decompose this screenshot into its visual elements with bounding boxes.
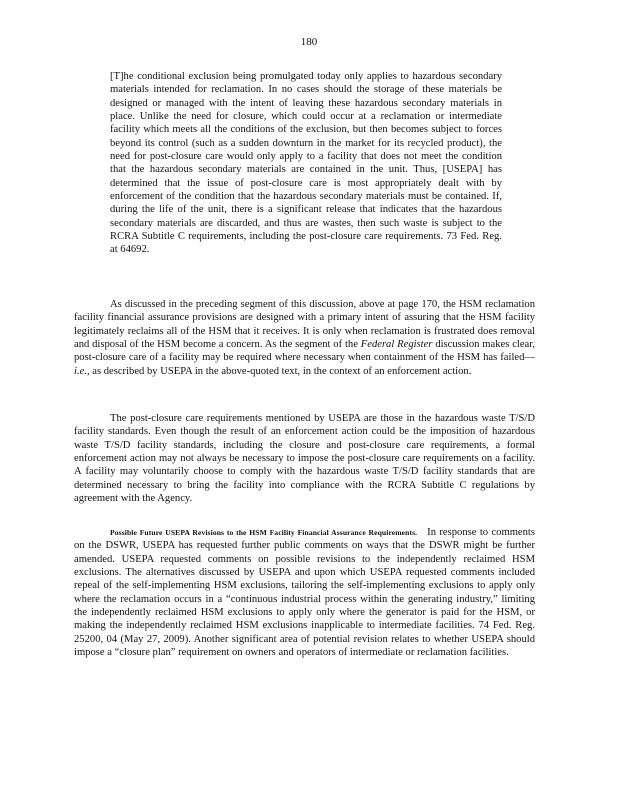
paragraph-text: As discussed in the preceding segment of this discussion, above at page 170, the HSM reclamation facility financial assurance provisions are designed with a primary intent of assuring that the HSM facility legitimately reclaims all of the HSM that it receives. It is only when reclamation is frustrated does removal and disposal of the HSM become a concern. As the segment of the bbox=[74, 299, 535, 351]
italic-ie: i.e. bbox=[74, 365, 87, 377]
block-quote: [T]he conditional exclusion being promulgated today only applies to hazardous secondary materials intended for reclamation. In no cases should the storage of these materials be designed or managed with the intent of leaving these hazardous secondary materials in place. Unlike the need for closure, which could occur at a reclamation or intermediate facility which meets all the conditions of the exclusion, but then becomes subject to forces beyond its control (such as a sudden downturn in the market for its recycled product), the need for post-closure care would only apply to a facility that does not meet the condition that the hazardous secondary materials are contained in the unit. Thus, [USEPA] has determined that the issue of post-closure care is most appropriately dealt with by enforcement of the condition that the hazardous secondary materials must be contained. If, during the life of the unit, there is a significant release that indicates that the hazardous secondary materials are discarded, and thus are wastes, then such waste is subject to the RCRA Subtitle C requirements, including the post-closure care requirements. 73 Fed. Reg. at 64692. bbox=[110, 71, 502, 256]
paragraph-text: discussion makes clear, post-closure care of a facility may be required where necessary when containment of the HSM has failed— bbox=[74, 339, 536, 364]
section-heading: Possible Future USEPA Revisions to the HSM Facility Financial Assurance Requirements. bbox=[110, 528, 418, 537]
paragraph-text: , as described by USEPA in the above-quoted text, in the context of an enforcement action. bbox=[86, 365, 472, 377]
paragraph-tsd-standards bbox=[74, 412, 535, 505]
paragraph-post-closure-intent bbox=[74, 298, 535, 378]
paragraph-text: The post-closure care requirements mentioned by USEPA are those in the hazardous waste T/S/D facility standards. Even though the result of an enforcement action could be the imposition of hazardous waste T/S/D facility standards, including the closure and post-closure care requirements, a formal enforcement action may not always be necessary to impose the post-closure care requirements on a facility. A facility may voluntarily choose to comply with the hazardous waste T/S/D facility standards that are determined necessary to bring the facility into compliance with the RCRA Subtitle C regulations by agreement with the Agency. bbox=[74, 413, 535, 505]
paragraph-text: In response to comments on the DSWR, USEPA has requested further public comments on ways that the DSWR might be further amended. USEPA requested comments on possible revisions to the independently reclaimed HSM exclusions. The alternatives discussed by USEPA and upon which USEPA requested comments included repeal of the self-implementing HSM exclusions, tailoring the self-implementing exclusions to apply only where the reclamation occurs in a “continuous industrial process within the generating industry,” limiting the independently reclaimed HSM exclusions to apply only where the generator is paid for the HSM, or making the independently reclaimed HSM exclusions inapplicable to intermediate facilities. 74 Fed. Reg. 25200, 04 (May 27, 2009). Another significant area of potential revision relates to whether USEPA should impose a “closure plan” requirement on owners and operators of intermediate or reclamation facilities. bbox=[74, 527, 536, 659]
paragraph-future-revisions bbox=[74, 526, 535, 659]
italic-federal-register: Federal Register bbox=[360, 339, 433, 351]
page-number: 180 bbox=[300, 36, 318, 48]
